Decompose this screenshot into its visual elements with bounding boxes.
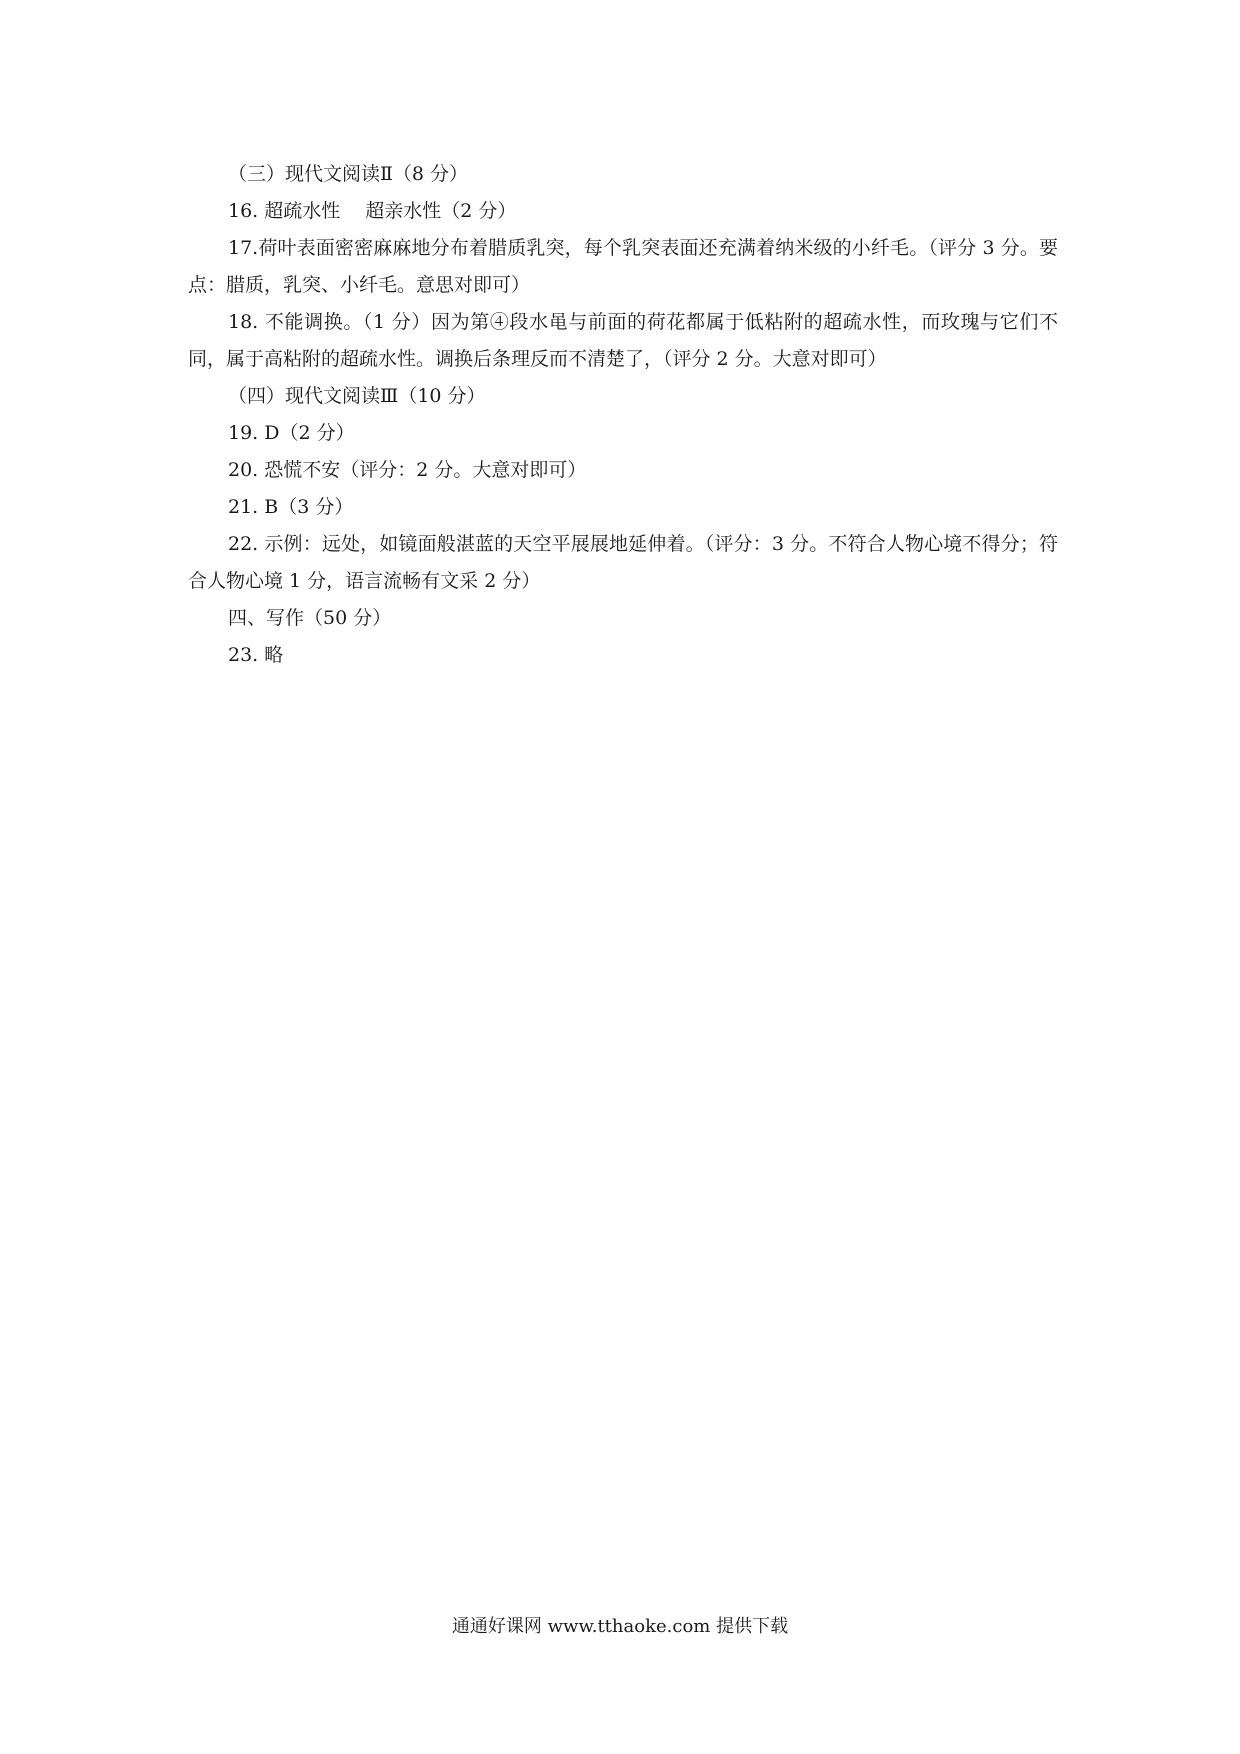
answer-22: 22. 示例：远处，如镜面般湛蓝的天空平展展地延伸着。（评分：3 分。不符合人物心境不得分；符合人物心境 1 分，语言流畅有文采 2 分） bbox=[188, 533, 1058, 592]
answer-17: 17.荷叶表面密密麻麻地分布着腊质乳突，每个乳突表面还充满着纳米级的小纤毛。（评分 3 分。要点：腊质，乳突、小纤毛。意思对即可） bbox=[188, 237, 1058, 296]
answer-20: 20. 恐慌不安（评分：2 分。大意对即可） bbox=[228, 459, 587, 481]
section-4-heading: （四）现代文阅读Ⅲ（10 分） bbox=[228, 385, 486, 407]
page-footer: 通通好课网 www.tthaoke.com 提供下载 bbox=[451, 1616, 789, 1637]
answer-21: 21. B（3 分） bbox=[228, 496, 354, 518]
answer-16: 16. 超疏水性 超亲水性（2 分） bbox=[228, 200, 517, 222]
answer-18: 18. 不能调换。（1 分）因为第④段水黾与前面的荷花都属于低粘附的超疏水性，而玫瑰与它们不同，属于高粘附的超疏水性。调换后条理反而不清楚了，（评分 2 分。大意对即可） bbox=[188, 311, 1058, 370]
writing-heading: 四、写作（50 分） bbox=[228, 607, 392, 629]
answer-key-body bbox=[188, 156, 1058, 674]
answer-19: 19. D（2 分） bbox=[228, 422, 355, 444]
answer-23: 23. 略 bbox=[228, 644, 284, 666]
section-3-heading: （三）现代文阅读Ⅱ（8 分） bbox=[228, 163, 469, 185]
